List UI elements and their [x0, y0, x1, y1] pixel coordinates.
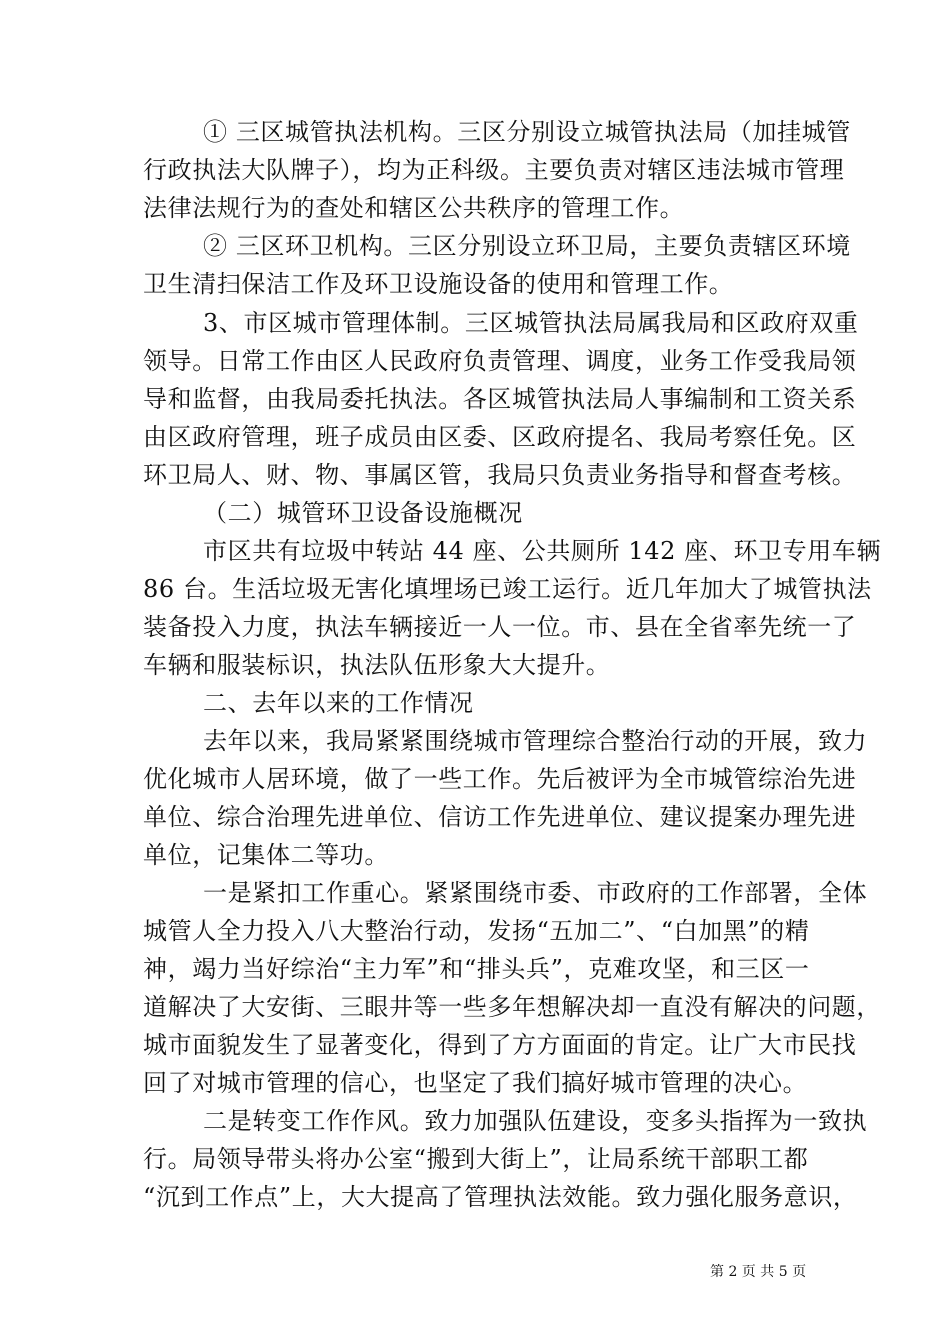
paragraph-line: 环卫局人、财、物、事属区管，我局只负责业务指导和督查考核。: [143, 461, 857, 489]
paragraph-line: 一是紧扣工作重心。紧紧围绕市委、市政府的工作部署，全体: [203, 879, 868, 907]
paragraph-line: 法律法规行为的查处和辖区公共秩序的管理工作。: [143, 194, 685, 222]
paragraph-line: 单位、综合治理先进单位、信访工作先进单位、建议提案办理先进: [143, 803, 857, 831]
paragraph-line: 行政执法大队牌子），均为正科级。主要负责对辖区违法城市管理: [143, 156, 845, 184]
section-heading: （二）城管环卫设备设施概况: [203, 499, 523, 527]
paragraph-line: 车辆和服装标识，执法队伍形象大大提升。: [143, 651, 611, 679]
paragraph-line: 卫生清扫保洁工作及环卫设施设备的使用和管理工作。: [143, 270, 734, 298]
paragraph-line: 去年以来，我局紧紧围绕城市管理综合整治行动的开展，致力: [203, 727, 868, 755]
paragraph-line: 道解决了大安街、三眼井等一些多年想解决却一直没有解决的问题，: [143, 993, 881, 1021]
paragraph-line: 86 台。生活垃圾无害化填埋场已竣工运行。近几年加大了城管执法: [143, 575, 872, 603]
page-number: 第 2 页 共 5 页: [710, 1264, 807, 1280]
paragraph-line: 行。局领导带头将办公室“搬到大街上”，让局系统干部职工都: [143, 1145, 809, 1173]
paragraph-line: 优化城市人居环境，做了一些工作。先后被评为全市城管综治先进: [143, 765, 857, 793]
paragraph-line: 由区政府管理，班子成员由区委、区政府提名、我局考察任免。区: [143, 423, 857, 451]
paragraph-line: 回了对城市管理的信心，也坚定了我们搞好城市管理的决心。: [143, 1069, 808, 1097]
paragraph-line: 市区共有垃圾中转站 44 座、公共厕所 142 座、环卫专用车辆: [203, 537, 882, 565]
paragraph-line: 导和监督，由我局委托执法。各区城管执法局人事编制和工资关系: [143, 385, 857, 413]
paragraph-line: 装备投入力度，执法车辆接近一人一位。市、县在全省率先统一了: [143, 613, 857, 641]
paragraph-line: ① 三区城管执法机构。三区分别设立城管执法局（加挂城管: [203, 118, 851, 146]
paragraph-line: 二是转变工作作风。致力加强队伍建设，变多头指挥为一致执: [203, 1107, 868, 1135]
paragraph-line: ② 三区环卫机构。三区分别设立环卫局，主要负责辖区环境: [203, 232, 851, 260]
paragraph-line: 神，竭力当好综治“主力军”和“排头兵”，克难攻坚，和三区一: [143, 955, 810, 983]
paragraph-line: “沉到工作点”上，大大提高了管理执法效能。致力强化服务意识，: [143, 1183, 858, 1211]
paragraph-line: 城市面貌发生了显著变化，得到了方方面面的肯定。让广大市民找: [143, 1031, 857, 1059]
paragraph-line: 领导。日常工作由区人民政府负责管理、调度，业务工作受我局领: [143, 347, 857, 375]
section-heading: 二、去年以来的工作情况: [203, 689, 474, 717]
paragraph-line: 单位，记集体二等功。: [143, 841, 389, 869]
paragraph-line: 3、市区城市管理体制。三区城管执法局属我局和区政府双重: [203, 309, 859, 337]
paragraph-line: 城管人全力投入八大整治行动，发扬“五加二”、“白加黑”的精: [143, 917, 810, 945]
